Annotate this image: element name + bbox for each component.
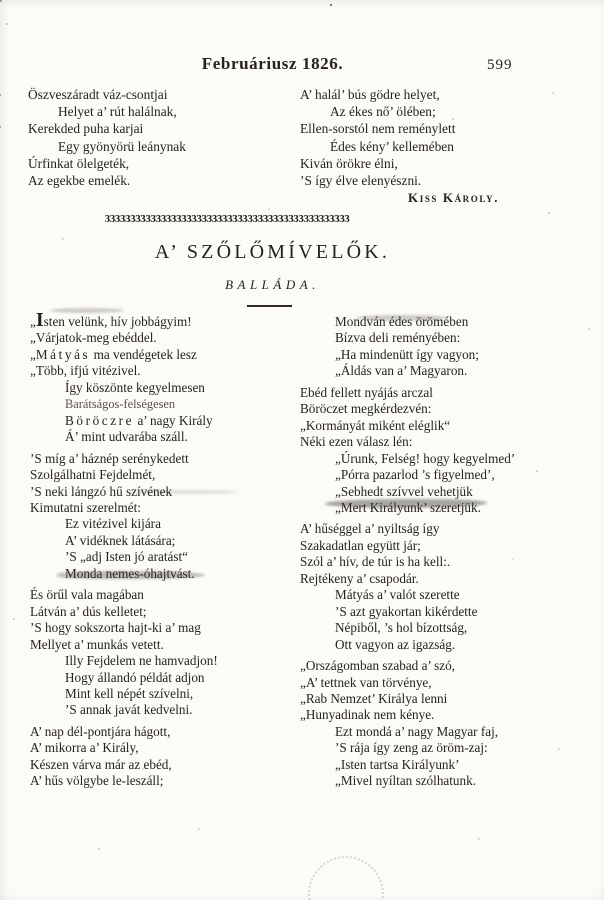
- poem-line-text: Úrfinkat ölelgeték,: [28, 155, 130, 171]
- poem-line: [335, 500, 596, 516]
- poem-line: [58, 138, 294, 155]
- poem-line: [300, 554, 596, 570]
- article-title: A’ SZŐLŐMÍVELŐK.: [154, 241, 391, 263]
- poem-line: [30, 500, 296, 516]
- poem-line: [300, 401, 596, 417]
- poem-line: [65, 549, 296, 565]
- poem-line-text: A’ nap dél-pontjára hágott,: [30, 723, 171, 739]
- poem-line: [30, 330, 296, 346]
- poem-line: [300, 538, 596, 554]
- top-poem-column-right: [300, 86, 590, 189]
- poem-line: [300, 155, 590, 172]
- poem-line: [300, 707, 596, 723]
- poem-line-text: Barátságos-felségesen: [65, 397, 176, 412]
- poem-line: [300, 691, 596, 707]
- poem-line: [300, 172, 590, 189]
- poem-line: [30, 467, 296, 483]
- poem-line: [300, 120, 590, 137]
- poem-line: [30, 309, 296, 331]
- poem-line-text: Az egekbe emelék.: [28, 173, 131, 189]
- poem-line: [28, 120, 294, 137]
- poem-line: [330, 103, 590, 120]
- poem-line-text: Ott vagyon az igazság.: [335, 636, 456, 652]
- poem-line-text: „Várjatok-meg ebéddel.: [30, 330, 157, 346]
- poem-line: [65, 686, 296, 702]
- poem-line: [335, 604, 596, 620]
- poem-line: [65, 429, 296, 445]
- poem-line-text: „Pórra pazarlod ’s figyelmed’,: [335, 467, 495, 483]
- poem-line-text: Ez vitézivel kijára: [65, 516, 161, 532]
- ornament-divider: 333333333333333333333333333333333333333333333333: [104, 213, 350, 225]
- poem-line-text: A’ halál’ bús gödre helyet,: [300, 87, 440, 102]
- poem-line-text: A’ vidéknek látására;: [65, 532, 176, 548]
- paper-speckles: [0, 0, 2, 2]
- poem-line: [30, 637, 296, 653]
- poem-line: [30, 587, 296, 603]
- poem-line: [335, 724, 596, 740]
- poem-line: [335, 330, 596, 346]
- poem-line: [300, 434, 596, 450]
- poem-line: [300, 385, 596, 401]
- poem-line: [30, 620, 296, 636]
- poem-line-text: ’S azt gyakortan kikérdette: [335, 603, 478, 619]
- poem-line-text: Ellen-sorstól nem reménylett: [300, 121, 456, 137]
- poem-line-text: ’S neki lángzó hű szívének: [30, 483, 173, 499]
- poem-line-text: „Mert Királyunk’ szeretjük.: [335, 499, 481, 515]
- poem-line-text: „Kormányát miként eléglik“: [300, 417, 451, 433]
- poem-line: [65, 702, 296, 718]
- poem-line-text: ’S annak javát kedvelni.: [65, 702, 193, 718]
- top-poem-column-left: [28, 86, 294, 189]
- poem-line: [335, 314, 596, 330]
- poem-line-text: Szolgálhatni Fejdelmét,: [30, 467, 156, 483]
- poem-line: [28, 155, 294, 172]
- poem-line: [300, 521, 596, 537]
- poem-line: [65, 380, 296, 396]
- poem-line: [30, 363, 296, 379]
- poem-line-text: Böröczre a’ nagy Király: [65, 412, 213, 428]
- poem-line-text: ’S „adj Isten jó aratást“: [65, 549, 189, 565]
- poem-line: [300, 86, 590, 103]
- poem-line-text: Bízva deli reményében:: [335, 330, 461, 346]
- poem-line: [65, 566, 296, 582]
- poem-line-text: Ezt mondá a’ nagy Magyar faj,: [335, 723, 499, 739]
- poem-line-text: Helyet a’ rút halálnak,: [58, 104, 177, 120]
- poem-line: [335, 484, 596, 500]
- poem-line: [30, 604, 296, 620]
- poem-line-text: „Isten velünk, hív jobbágyim!: [30, 309, 192, 331]
- poem-line-text: A’ hűséggel a’ nyiltság így: [300, 521, 440, 537]
- poem-line-text: ’S míg a’ háznép serénykedett: [30, 450, 189, 466]
- poem-line-text: „Isten tartsa Királyunk’: [335, 756, 460, 772]
- poem-line-text: Mátyás a’ valót szerette: [335, 587, 460, 603]
- poem-line-text: Hogy állandó példát adjon: [65, 669, 205, 685]
- poem-line-text: Á’ mint udvarába száll.: [65, 429, 188, 445]
- poem-line: [30, 484, 296, 500]
- poem-line-text: Mellyet a’ munkás vetett.: [30, 636, 164, 652]
- poem-line: [335, 451, 596, 467]
- poem-line-text: Egy gyönyörü leánynak: [58, 138, 186, 154]
- poem-line-text: „Több, ifjú vitézivel.: [30, 363, 141, 379]
- poem-line: [335, 347, 596, 363]
- poem-line-text: ’S rája így zeng az öröm-zaj:: [335, 740, 488, 756]
- poem-line: [335, 757, 596, 773]
- poem-line: [300, 418, 596, 434]
- poem-line: [30, 724, 296, 740]
- poem-line-text: „A’ tettnek van törvénye,: [300, 674, 432, 690]
- poem-line: [65, 670, 296, 686]
- article-subtitle: BALLÁDA.: [225, 277, 320, 292]
- poem-line-text: Öszveszáradt váz-csontjai: [28, 87, 168, 102]
- poem-line-text: Böröczet megkérdezvén:: [300, 401, 432, 417]
- poem-line: [335, 637, 596, 653]
- poem-line: [335, 363, 596, 379]
- poem-line: [30, 757, 296, 773]
- poem-line-text: Látván a’ dús kelletet;: [30, 603, 147, 619]
- poem-line-text: Illy Fejdelem ne hamvadjon!: [65, 653, 218, 669]
- poem-line-text: „Mátyás ma vendégetek lesz: [30, 346, 197, 362]
- poem-line-text: Ebéd fellett nyájás arczal: [300, 384, 433, 400]
- poem-line-text: Így köszönte kegyelmesen: [65, 379, 205, 395]
- poem-line-text: Kimutatni szerelmét:: [30, 499, 141, 515]
- poem-line: [65, 413, 296, 429]
- poem-line-text: Monda nemes-óhajtvást.: [65, 565, 195, 581]
- ink-smudge: [50, 308, 124, 313]
- poem-line: [335, 467, 596, 483]
- poem-line-text: Népiből, ’s hol bízottság,: [335, 620, 468, 636]
- poem-line: [65, 396, 296, 412]
- poem-line: [300, 675, 596, 691]
- poem-line-text: Kiván örökre élni,: [300, 155, 398, 171]
- poem-line-text: ’S hogy sokszorta hajt-ki a’ mag: [30, 620, 201, 636]
- page-number: 599: [487, 57, 513, 73]
- poem-line: [300, 571, 596, 587]
- poem-line-text: Rejtékeny a’ csapodár.: [300, 570, 419, 586]
- page-header-title: Februáriusz 1826.: [201, 54, 344, 73]
- poem-line-text: Szól a’ hív, de túr is ha kell:.: [300, 554, 451, 570]
- poem-line-text: Az ékes nő’ ölében;: [330, 104, 436, 120]
- poem-line: [65, 516, 296, 532]
- poem-line: [300, 658, 596, 674]
- poem-line-text: A’ hűs völgybe le-leszáll;: [30, 773, 164, 789]
- poem-line: [28, 86, 294, 103]
- poem-line: [28, 172, 294, 189]
- poem-line: [30, 740, 296, 756]
- poem-line-text: „Ha mindenütt így vagyon;: [335, 346, 479, 362]
- ballad-column-left: [30, 309, 296, 790]
- poem-line-text: Édes kény’ kellemében: [330, 138, 454, 154]
- poem-line: [335, 740, 596, 756]
- poem-line-text: „Mivel nyíltan szólhatunk.: [335, 773, 477, 789]
- poem-line: [330, 138, 590, 155]
- poem-line-text: Mondván édes örömében: [335, 314, 469, 329]
- poem-line: [335, 587, 596, 603]
- poem-line: [65, 653, 296, 669]
- poem-line-text: És örűl vala magában: [30, 587, 144, 603]
- poem-line-text: „Országomban szabad a’ szó,: [300, 658, 456, 674]
- author-signature: Kiss Károly.: [408, 190, 500, 205]
- poem-line-text: „Áldás van a’ Magyaron.: [335, 363, 468, 379]
- poem-line: [30, 773, 296, 789]
- poem-line-text: Kerekded puha karjai: [28, 121, 144, 137]
- poem-line-text: „Úrunk, Felség! hogy kegyelmed’: [335, 450, 516, 466]
- paper-stain-ring: [308, 856, 384, 900]
- poem-line: [335, 773, 596, 789]
- poem-line-text: Mint kell népét szívelni,: [65, 685, 194, 701]
- poem-line-text: A’ mikorra a’ Király,: [30, 740, 139, 756]
- poem-line: [58, 103, 294, 120]
- ballad-column-right: [300, 314, 596, 790]
- poem-line: [30, 347, 296, 363]
- poem-line-text: ’S így élve elenyészni.: [300, 173, 422, 189]
- poem-line-text: Készen várva már az ebéd,: [30, 756, 172, 772]
- poem-line-text: Néki ezen válasz lén:: [300, 434, 413, 450]
- poem-line: [65, 533, 296, 549]
- poem-line: [335, 620, 596, 636]
- poem-line-text: „Sebhedt szívvel vehetjük: [335, 483, 473, 499]
- poem-line-text: Szakadatlan együtt jár;: [300, 537, 421, 553]
- poem-line-text: „Hunyadinak nem kénye.: [300, 707, 435, 723]
- poem-line-text: „Rab Nemzet’ Királya lenni: [300, 690, 448, 706]
- divider-rule: [247, 305, 292, 307]
- poem-line: [30, 451, 296, 467]
